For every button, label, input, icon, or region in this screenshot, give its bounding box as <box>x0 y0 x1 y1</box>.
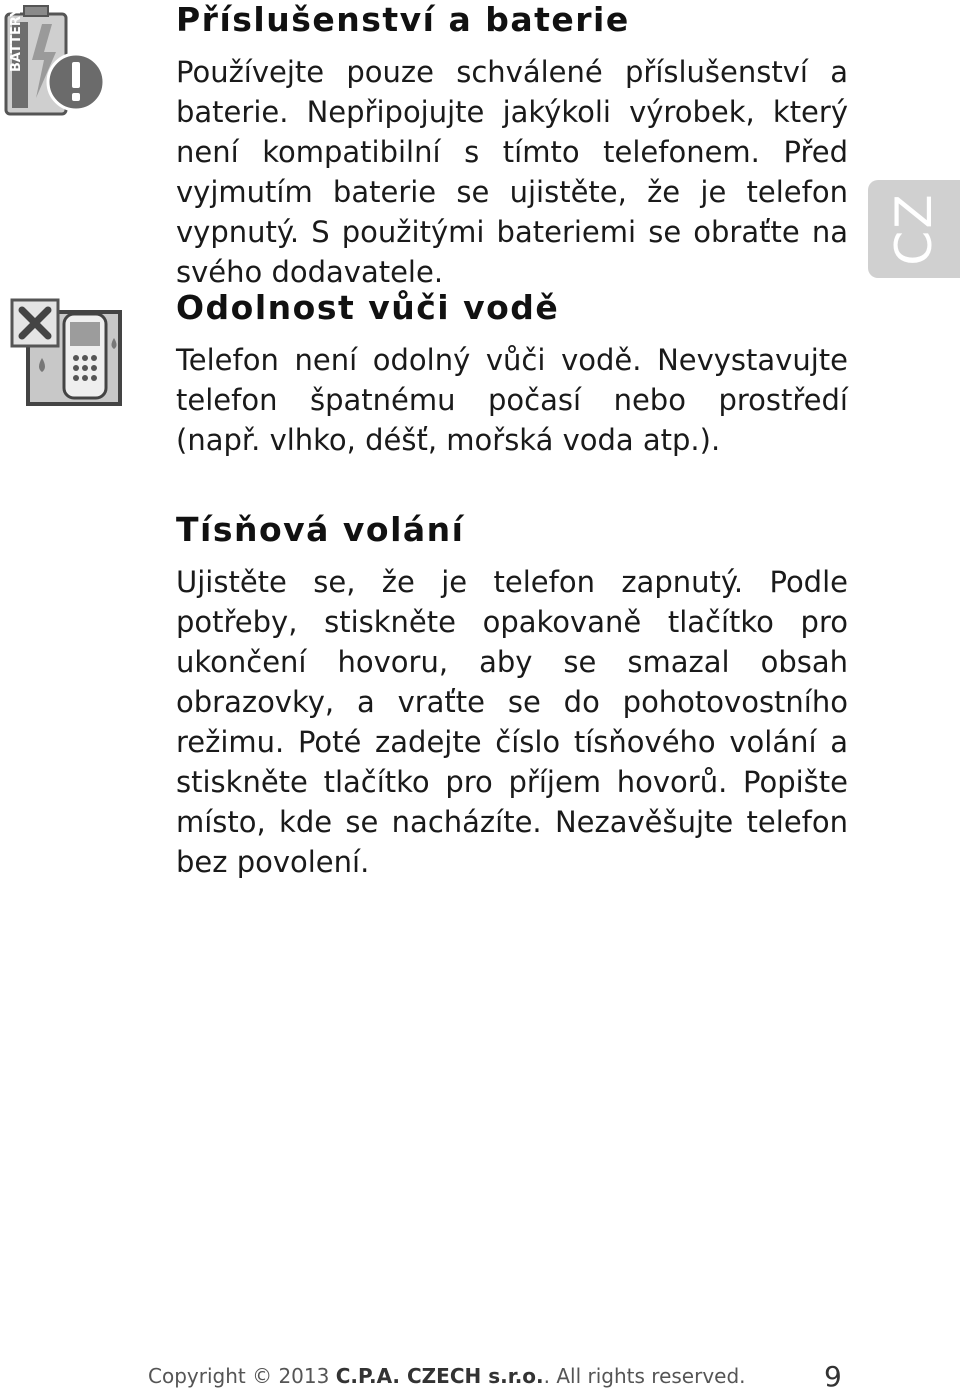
battery-warning-icon <box>2 2 108 118</box>
section-heading: Příslušenství a baterie <box>176 0 630 39</box>
no-water-phone-icon <box>10 298 126 410</box>
section-heading: Odolnost vůči vodě <box>176 288 560 327</box>
copyright-footer <box>148 1364 746 1388</box>
section-text: Používejte pouze schválené příslušenství a baterie. Nepřipojujte jakýkoli výrobek, který není kompatibilní s tímto telefonem. Před vyjmutím baterie se ujistěte, že je telefon vypnutý. S použitými bateriemi se obraťte na svého dodavatele. <box>176 55 848 289</box>
svg-text:BATTERY: BATTERY <box>9 7 24 72</box>
section-heading: Tísňová volání <box>176 510 465 549</box>
language-tab <box>868 180 960 278</box>
section-emergency-calls <box>176 510 848 882</box>
section-text: Telefon není odolný vůči vodě. Nevystavujte telefon špatnému počasí nebo prostředí (např. vlhko, déšť, mořská voda atp.). <box>176 343 848 457</box>
page-number: 9 <box>824 1360 842 1393</box>
section-text: Ujistěte se, že je telefon zapnutý. Podle potřeby, stiskněte opakovaně tlačítko pro ukončení hovoru, aby se smazal obsah obrazovky, a vraťte se do pohotovostního režimu. Poté zadejte číslo tísňového volání a stiskněte tlačítko pro příjem hovorů. Popište místo, kde se nacházíte. Nezavěšujte telefon bez povolení. <box>176 565 848 879</box>
company-name: C.P.A. CZECH s.r.o. <box>335 1364 544 1388</box>
section-accessories-battery <box>176 0 848 292</box>
language-tab-label: CZ <box>885 192 943 266</box>
copyright-suffix: . All rights reserved. <box>543 1364 746 1388</box>
section-water-resistance <box>176 288 848 460</box>
copyright-prefix: Copyright © 2013 <box>148 1364 336 1388</box>
